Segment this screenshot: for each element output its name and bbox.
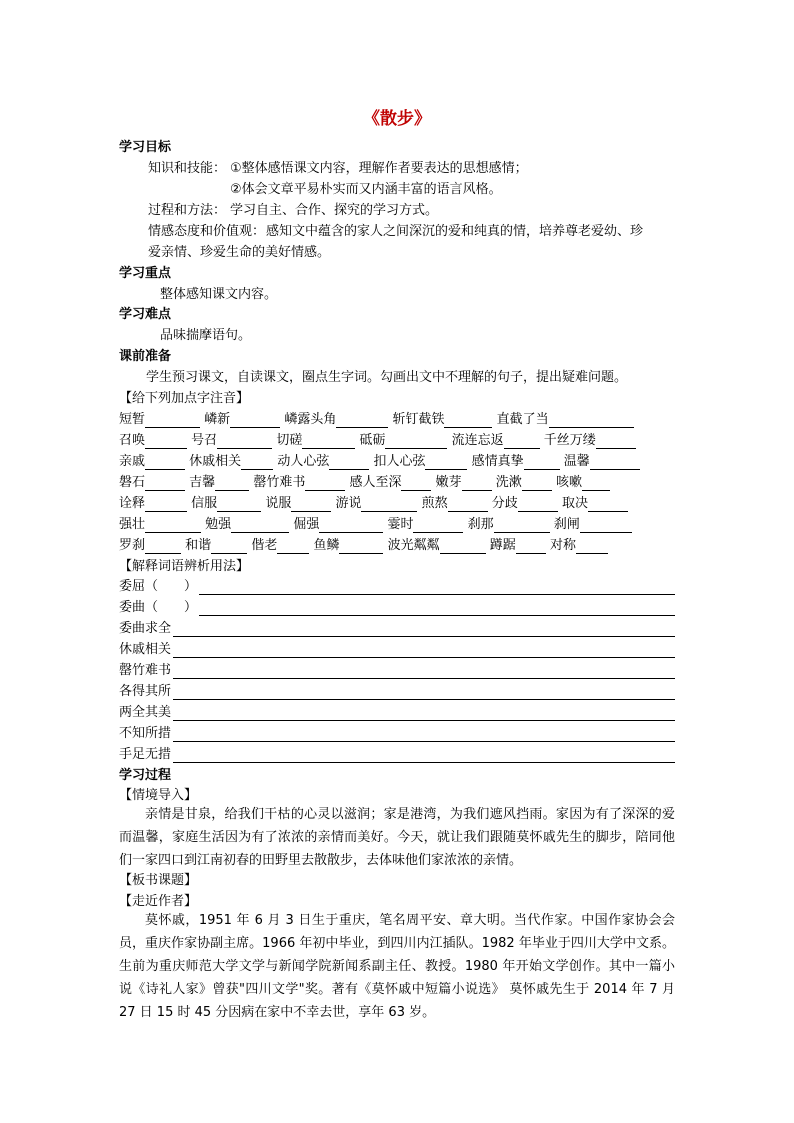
pinyin-item [436,475,492,491]
pinyin-heading: 【给下列加点字注音】 [119,391,250,406]
answer-blank[interactable] [231,519,289,533]
pinyin-item [284,412,388,428]
pinyin-item [191,496,261,512]
intro-heading: 【情境导入】 [119,788,198,803]
vocab-answer-line[interactable] [173,747,675,763]
answer-blank[interactable] [518,498,558,512]
knowledge-line-2: ②体会文章平易朴实而又内涵丰富的语言风格。 [230,182,502,197]
pinyin-word: 切磋 [276,433,303,448]
vocab-row [119,579,675,596]
vocab-answer-line[interactable] [173,726,675,742]
vocab-row [119,621,675,638]
pinyin-item [293,517,383,533]
answer-blank[interactable] [361,498,417,512]
answer-blank[interactable] [145,540,181,554]
answer-blank[interactable] [336,414,388,428]
pinyin-word: 倔强 [293,517,320,532]
answer-blank[interactable] [145,435,187,449]
answer-blank[interactable] [522,477,552,491]
pinyin-word: 蹲踞 [489,538,516,553]
pinyin-item [204,412,280,428]
process-heading: 学习过程 [119,768,172,783]
pinyin-word: 召唤 [119,433,146,448]
pinyin-item [277,454,369,470]
answer-blank[interactable] [329,456,369,470]
answer-blank[interactable] [145,498,187,512]
pinyin-word: 感情真挚 [471,454,524,469]
vocab-answer-line[interactable] [173,663,675,679]
answer-blank[interactable] [401,477,431,491]
board-heading: 【板书课题】 [119,873,198,888]
pinyin-item [335,496,417,512]
pinyin-word: 刹那 [467,517,494,532]
pinyin-item [554,517,632,533]
pinyin-item [276,433,355,449]
pinyin-word: 诠释 [119,496,146,511]
pinyin-item [497,412,634,428]
knowledge-line-1: ①整体感悟课文内容，理解作者要表达的思想感情； [230,161,528,176]
answer-blank[interactable] [385,435,447,449]
answer-blank[interactable] [230,414,280,428]
pinyin-word: 罄竹难书 [253,475,306,490]
prep-heading: 课前准备 [119,349,172,364]
vocab-term: 委曲求全 [119,621,172,636]
pinyin-word: 流连忘返 [451,433,504,448]
pinyin-item [189,454,273,470]
answer-blank[interactable] [217,498,261,512]
author-heading: 【走近作者】 [119,894,198,909]
difficulty-text: 品味揣摩语句。 [160,328,252,343]
answer-blank[interactable] [339,540,383,554]
objectives-heading: 学习目标 [119,140,172,155]
pinyin-item [562,496,628,512]
pinyin-word: 砥砺 [359,433,386,448]
pinyin-word: 号召 [191,433,218,448]
pinyin-item [564,454,640,470]
pinyin-item [119,454,185,470]
pinyin-word: 直截了当 [496,412,549,427]
pinyin-item [422,496,488,512]
pinyin-item [189,475,249,491]
pinyin-item [119,475,185,491]
pinyin-item [349,475,431,491]
prep-text: 学生预习课文，自读课文，圈点生字词。勾画出文中不理解的句子，提出疑难问题。 [146,370,628,385]
pinyin-word: 磐石 [119,475,146,490]
process-text: 学习自主、合作、探究的学习方式。 [230,203,439,218]
pinyin-item [492,496,558,512]
answer-blank[interactable] [217,435,272,449]
pinyin-row [119,433,675,449]
pinyin-word: 亲戚 [119,454,146,469]
pinyin-item [313,538,383,554]
pinyin-item [472,454,560,470]
pinyin-item [265,496,331,512]
pinyin-item [205,517,289,533]
answer-blank[interactable] [277,540,309,554]
pinyin-word: 游说 [335,496,362,511]
page-title: 《散步》 [363,109,431,129]
pinyin-word: 偕老 [251,538,278,553]
pinyin-item [119,538,181,554]
pinyin-word: 强壮 [119,517,146,532]
intro-paragraph: 亲情是甘泉，给我们干枯的心灵以滋润；家是港湾，为我们遮风挡雨。家因为有了深深的爱而温馨，家庭生活因为有了浓浓的亲情而美好。今天，就让我们跟随莫怀戚先生的脚步，陪同他们一家四口到江南初春的田野里去散散步，去体味他们家浓浓的亲情。 [119,807,675,868]
answer-blank[interactable] [305,477,345,491]
answer-blank[interactable] [145,414,200,428]
vocab-heading: 【解释词语辨析用法】 [119,559,250,574]
vocab-answer-line[interactable] [199,600,675,616]
pinyin-word: 分歧 [491,496,518,511]
vocab-answer-line[interactable] [199,579,675,595]
answer-blank[interactable] [413,519,463,533]
pinyin-word: 休戚相关 [189,454,242,469]
pinyin-item [253,475,345,491]
pinyin-word: 对称 [549,538,576,553]
answer-blank[interactable] [448,498,488,512]
answer-blank[interactable] [211,540,247,554]
vocab-term: 罄竹难书 [119,663,172,678]
pinyin-word: 罗刹 [119,538,146,553]
vocab-answer-line[interactable] [173,621,675,637]
pinyin-item [373,454,467,470]
answer-blank[interactable] [590,456,640,470]
answer-blank[interactable] [516,540,546,554]
pinyin-item [490,538,546,554]
pinyin-word: 霎时 [387,517,414,532]
answer-blank[interactable] [302,435,355,449]
pinyin-item [387,517,463,533]
pinyin-row [119,538,675,554]
vocab-term: 两全其美 [119,705,172,720]
pinyin-item [119,433,187,449]
answer-blank[interactable] [241,456,273,470]
answer-blank[interactable] [596,435,636,449]
vocab-term: 不知所措 [119,726,172,741]
pinyin-row [119,412,675,428]
pinyin-item [392,412,492,428]
answer-blank[interactable] [425,456,467,470]
answer-blank[interactable] [291,498,331,512]
pinyin-word: 千丝万缕 [543,433,596,448]
answer-blank[interactable] [145,519,201,533]
pinyin-item [119,412,200,428]
pinyin-word: 嶙露头角 [284,412,337,427]
pinyin-word: 嶙新 [204,412,231,427]
answer-blank[interactable] [588,498,628,512]
knowledge-label: 知识和技能： [148,161,227,176]
vocab-row [119,705,675,722]
author-paragraph: 莫怀戚，1951 年 6 月 3 日生于重庆，笔名周平安、章大明。当代作家。中国作家协会会员，重庆作家协副主席。1966 年初中毕业，到四川内江插队。1982 年毕业于四川大学中文系。 生前为重庆师范大学文学与新闻学院新闻系副主任、教授。1980 年开始文学创作。其中一篇小说《诗礼人家》曾获"四川文学"奖。著有《莫怀戚中短篇小说选》 莫怀戚先生于 2014 年 7 月 27 日 15 时 45 分因病在家中不幸去世，享年 63 岁。 [119,913,675,1020]
pinyin-item [496,475,552,491]
pinyin-item [119,517,201,533]
answer-blank[interactable] [504,435,540,449]
pinyin-word: 洗漱 [495,475,522,490]
answer-blank[interactable] [145,456,185,470]
pinyin-word: 刹闸 [553,517,580,532]
vocab-answer-line[interactable] [173,705,675,721]
pinyin-item [556,475,610,491]
pinyin-word: 温馨 [563,454,590,469]
pinyin-word: 斩钉截铁 [392,412,445,427]
pinyin-word: 感人至深 [349,475,402,490]
answer-blank[interactable] [524,456,560,470]
answer-blank[interactable] [145,477,185,491]
vocab-term: 手足无措 [119,747,172,762]
pinyin-word: 信服 [191,496,218,511]
focus-heading: 学习重点 [119,266,172,281]
answer-blank[interactable] [580,519,632,533]
attitude-line-2: 爱亲情、珍爱生命的美好情感。 [148,245,331,260]
pinyin-word: 嫩芽 [435,475,462,490]
pinyin-item [359,433,447,449]
answer-blank[interactable] [215,477,249,491]
attitude-line-1: 感知文中蕴含的家人之间深沉的爱和纯真的情，培养尊老爱幼、珍 [266,224,644,239]
vocab-term: 委屈（ ） [119,579,198,594]
focus-text: 整体感知课文内容。 [160,287,278,302]
vocab-answer-line[interactable] [173,642,675,658]
pinyin-word: 煎熬 [421,496,448,511]
vocab-term: 各得其所 [119,684,172,699]
answer-blank[interactable] [549,414,634,428]
pinyin-word: 勉强 [205,517,232,532]
pinyin-word: 扣人心弦 [373,454,426,469]
vocab-row [119,663,675,680]
pinyin-word: 吉馨 [189,475,216,490]
pinyin-item [251,538,309,554]
answer-blank[interactable] [319,519,383,533]
vocab-row [119,600,675,617]
vocab-answer-line[interactable] [173,684,675,700]
pinyin-item [191,433,272,449]
pinyin-word: 和谐 [185,538,212,553]
difficulty-heading: 学习难点 [119,307,172,322]
answer-blank[interactable] [444,414,492,428]
answer-blank[interactable] [576,540,608,554]
pinyin-item [452,433,540,449]
pinyin-row [119,517,675,533]
pinyin-word: 短暂 [119,412,146,427]
pinyin-word: 鱼鳞 [313,538,340,553]
attitude-label: 情感态度和价值观： [148,224,266,239]
pinyin-word: 咳嗽 [555,475,582,490]
vocab-row [119,642,675,659]
vocab-term: 委曲（ ） [119,600,198,615]
answer-blank[interactable] [462,477,492,491]
answer-blank[interactable] [494,519,550,533]
vocab-term: 休戚相关 [119,642,172,657]
vocab-row [119,726,675,743]
pinyin-word: 动人心弦 [277,454,330,469]
pinyin-row [119,454,675,470]
pinyin-item [185,538,247,554]
pinyin-word: 说服 [265,496,292,511]
vocab-row [119,747,675,764]
pinyin-item [388,538,486,554]
answer-blank[interactable] [440,540,486,554]
pinyin-row [119,475,675,491]
pinyin-word: 取决 [561,496,588,511]
pinyin-row [119,496,675,512]
pinyin-item [468,517,550,533]
pinyin-item [544,433,636,449]
pinyin-item [550,538,608,554]
vocab-row [119,684,675,701]
pinyin-item [119,496,187,512]
answer-blank[interactable] [582,477,610,491]
pinyin-word: 波光粼粼 [387,538,440,553]
process-label: 过程和方法： [148,203,227,218]
